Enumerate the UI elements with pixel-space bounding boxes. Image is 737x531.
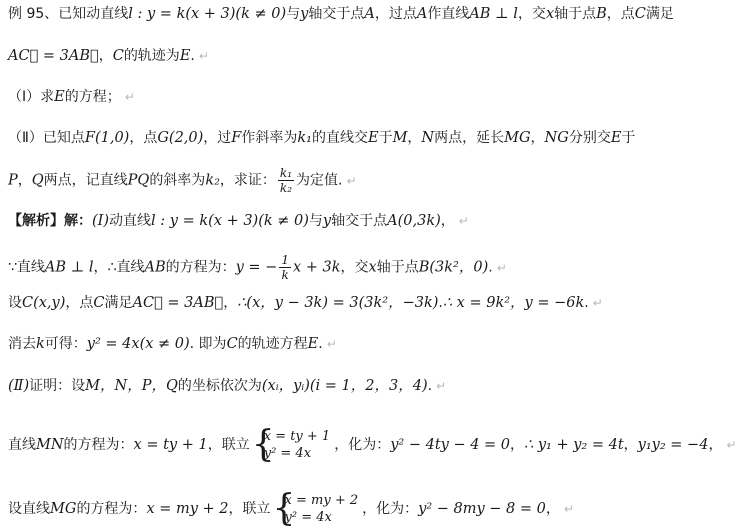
text: ， <box>510 437 525 453</box>
equation-system <box>272 488 359 529</box>
text: . 即为 <box>189 336 227 352</box>
text: ， <box>17 172 32 189</box>
text: ， <box>223 295 238 311</box>
text: （Ⅰ）求 <box>8 89 55 105</box>
math: F(1,0) <box>84 130 130 146</box>
return-mark-icon: ↵ <box>436 379 447 393</box>
solution-line-5 <box>8 376 670 396</box>
text: . <box>318 336 323 352</box>
math: N <box>421 130 435 146</box>
math: E <box>179 48 191 64</box>
solution-line-4 <box>8 334 670 354</box>
solution-line-2 <box>8 253 670 282</box>
math: y₁y₂ = −4 <box>637 437 709 453</box>
text: （Ⅱ）已知点 <box>8 130 85 146</box>
problem-line-2 <box>8 46 670 66</box>
problem-part-1 <box>8 87 670 107</box>
text: ， <box>407 130 422 146</box>
text: ， <box>440 213 455 229</box>
text: 分别交 <box>568 130 611 146</box>
math: l : y = k(x + 3)(k ≠ 0) <box>151 213 309 229</box>
text: . <box>488 259 493 276</box>
text: ， <box>623 437 638 453</box>
text: 两点，记直线 <box>43 172 128 189</box>
text: ， <box>545 501 560 517</box>
text: 消去 <box>8 336 36 352</box>
solution-line-3 <box>8 293 670 313</box>
math: E <box>367 130 379 146</box>
text: 的方程为： <box>165 259 236 276</box>
fraction-1-over-k <box>279 253 291 282</box>
math: y² = 4x(x ≠ 0) <box>86 336 190 352</box>
text: 与 <box>286 6 301 22</box>
text: 作直线 <box>427 6 470 22</box>
math: y <box>300 6 309 22</box>
math: P <box>8 172 18 189</box>
return-mark-icon: ↵ <box>458 214 469 228</box>
text: ，联立 <box>207 437 250 453</box>
text: ， <box>530 130 545 146</box>
math: AB ⊥ l <box>469 6 518 22</box>
text: . <box>438 295 443 311</box>
math: y = − <box>235 259 278 276</box>
text: 轴交于点 <box>308 6 365 22</box>
math: A <box>364 6 375 22</box>
math: PQ <box>127 172 150 189</box>
text: 轴于点 <box>376 259 419 276</box>
math: AC⃗ = 3AB⃗ <box>8 48 99 64</box>
fraction-denominator: k <box>281 268 289 282</box>
text: ，交 <box>517 6 546 22</box>
fraction-numerator: k₁ <box>279 166 293 180</box>
fraction-numerator: 1 <box>281 253 289 267</box>
text: 的坐标依次为 <box>177 378 262 394</box>
math: (Ⅱ) <box>8 378 30 394</box>
math: NG <box>544 130 569 146</box>
math: x <box>545 6 555 22</box>
text: ，过点 <box>374 6 417 22</box>
system-row: y² = 4x <box>263 446 312 461</box>
text: 为定值. <box>296 172 343 189</box>
text: ，∴直线 <box>93 259 145 276</box>
text: . <box>427 378 433 394</box>
solution-line-6 <box>8 424 737 465</box>
return-mark-icon: ↵ <box>726 438 737 452</box>
solution-line-1 <box>8 211 670 231</box>
math: x = ty + 1 <box>133 437 208 453</box>
math: C <box>112 48 124 64</box>
math: ∴ y₁ + y₂ = 4t <box>524 437 624 453</box>
text: 的方程； <box>64 89 121 105</box>
text: 可得： <box>44 336 87 352</box>
math: x + 3k <box>292 259 341 276</box>
text: ∵直线 <box>8 259 45 276</box>
math: E <box>54 89 65 105</box>
text: 于 <box>621 130 636 146</box>
text: 设直线 <box>8 501 50 517</box>
text: . <box>190 48 195 64</box>
system-row: x = my + 2 <box>284 493 359 508</box>
brace: { <box>272 488 296 529</box>
math: B(3k²，0) <box>418 259 489 276</box>
text: 满足 <box>645 6 674 22</box>
return-mark-icon: ↵ <box>346 173 357 188</box>
math: M，N，P，Q <box>85 378 178 394</box>
text: 轴交于点 <box>331 213 388 229</box>
text: 两点，延长 <box>434 130 505 146</box>
math: (xᵢ，yᵢ)(i = 1，2，3，4) <box>261 378 428 394</box>
math: C <box>93 295 105 311</box>
math: (Ⅰ) <box>92 213 110 229</box>
math: G(2,0) <box>157 130 204 146</box>
text: 轴于点 <box>554 6 597 22</box>
math: E <box>307 336 319 352</box>
text: 的直线交 <box>311 130 368 146</box>
solution-line-7 <box>8 488 670 529</box>
math: C <box>226 336 238 352</box>
math: MN <box>36 437 64 453</box>
math: l : y = k(x + 3)(k ≠ 0) <box>128 6 287 22</box>
return-mark-icon: ↵ <box>563 502 574 516</box>
system-row: x = ty + 1 <box>263 429 331 444</box>
text: ，交 <box>340 259 369 276</box>
fraction-denominator: k₂ <box>279 181 293 195</box>
math: ∴(x，y − 3k) = 3(3k²，−3k) <box>237 295 439 311</box>
text: ，求证： <box>219 172 276 189</box>
math: k <box>36 336 45 352</box>
text: ，点 <box>606 6 635 22</box>
math: k₂ <box>205 172 220 189</box>
text: 动直线 <box>109 213 152 229</box>
equation-system <box>251 424 331 465</box>
math: C(x,y) <box>22 295 66 311</box>
text: 的轨迹方程 <box>237 336 308 352</box>
math: A(0,3k) <box>387 213 441 229</box>
return-mark-icon: ↵ <box>496 260 507 275</box>
text: ， <box>708 437 723 453</box>
text: 作斜率为 <box>241 130 298 146</box>
text: 的斜率为 <box>149 172 206 189</box>
math: y² − 8my − 8 = 0 <box>418 501 546 517</box>
text: ，点 <box>129 130 158 146</box>
math: y <box>322 213 332 229</box>
math: AB <box>144 259 166 276</box>
math: A <box>416 6 428 22</box>
brace: { <box>251 424 275 465</box>
text: 的方程为： <box>63 437 134 453</box>
math: Q <box>31 172 44 189</box>
problem-part-2-line-2 <box>8 166 670 195</box>
return-mark-icon: ↵ <box>326 337 337 351</box>
return-mark-icon: ↵ <box>124 90 135 104</box>
fraction-k1-over-k2 <box>278 166 294 195</box>
text: 的轨迹为 <box>123 48 180 64</box>
math: F <box>231 130 242 146</box>
text: ， <box>98 48 113 64</box>
text: ，过 <box>203 130 232 146</box>
math: C <box>634 6 646 22</box>
math: x = my + 2 <box>146 501 229 517</box>
math: MG <box>50 501 77 517</box>
text: 例 95、已知动直线 <box>8 6 129 22</box>
math: MG <box>504 130 531 146</box>
math: AB ⊥ l <box>44 259 94 276</box>
text: 满足 <box>104 295 133 311</box>
math: AC⃗ = 3AB⃗ <box>132 295 224 311</box>
return-mark-icon: ↵ <box>592 296 603 310</box>
problem-line-1 <box>8 4 674 24</box>
text: ，点 <box>65 295 94 311</box>
text: 直线 <box>8 437 36 453</box>
math: B <box>596 6 607 22</box>
system-row: y² = 4x <box>284 510 332 525</box>
text: 的方程为： <box>76 501 147 517</box>
text: 于 <box>378 130 393 146</box>
text: ，化为： <box>334 437 391 453</box>
text: ，化为： <box>362 501 419 517</box>
math: y² − 4ty − 4 = 0 <box>390 437 511 453</box>
math: x <box>368 259 377 276</box>
math: k₁ <box>297 130 312 146</box>
text: . <box>584 295 589 311</box>
math: E <box>610 130 622 146</box>
text: ，联立 <box>228 501 271 517</box>
problem-part-2-line-1 <box>8 128 670 148</box>
text: 与 <box>308 213 323 229</box>
math: M <box>392 130 408 146</box>
text: 设 <box>8 295 22 311</box>
analysis-label: 【解析】解： <box>8 213 92 229</box>
math: ∴ x = 9k²，y = −6k <box>442 295 585 311</box>
text: 证明：设 <box>29 378 86 394</box>
return-mark-icon: ↵ <box>198 49 209 63</box>
